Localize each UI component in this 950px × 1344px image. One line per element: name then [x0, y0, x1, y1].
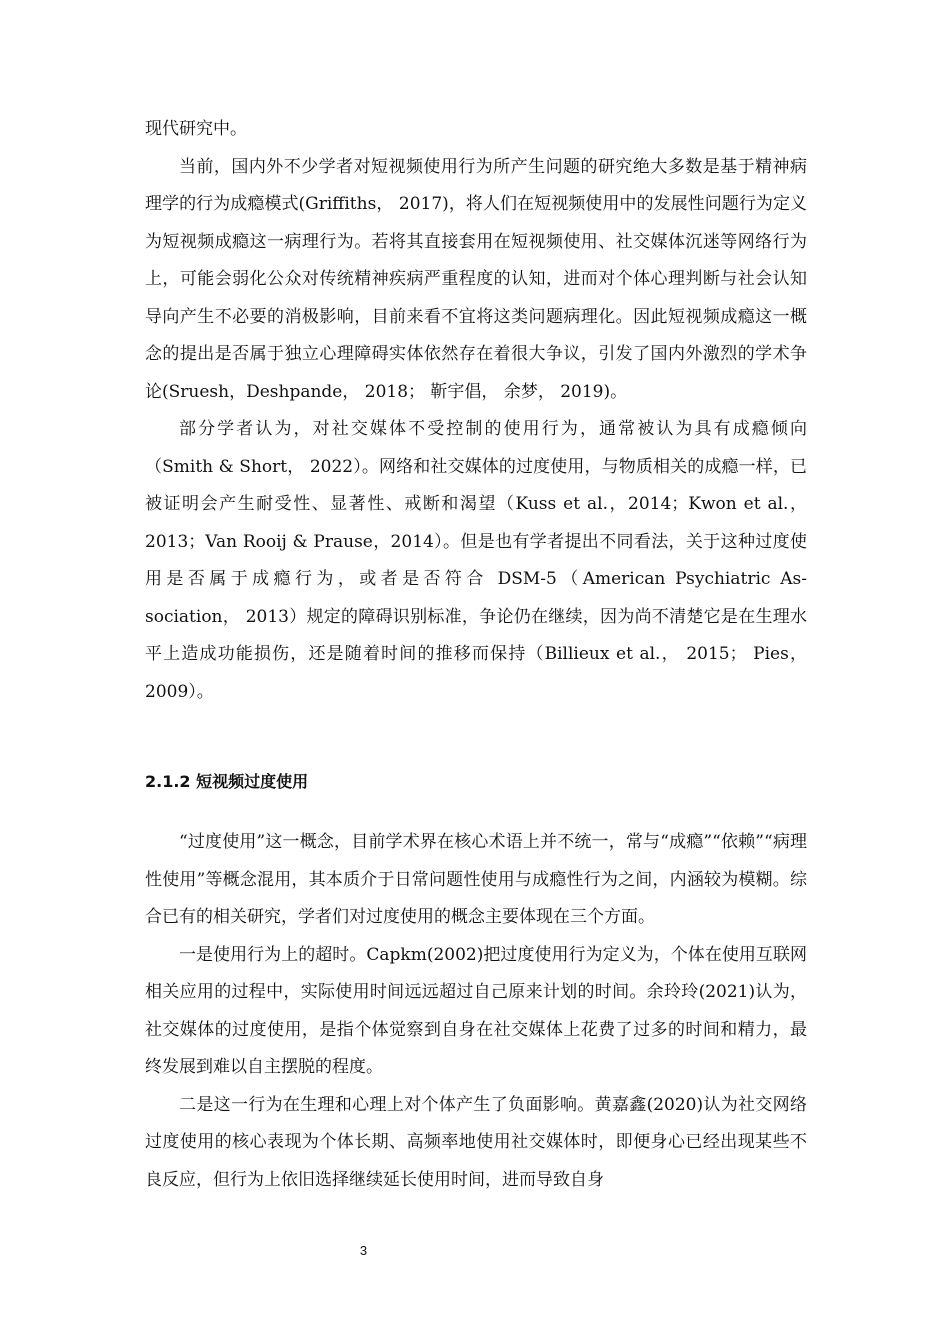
paragraph-overuse-time: 一是使用行为上的超时。Capkm(2002)把过度使用行为定义为，个体在使用互联网相关应用的过程中，实际使用时间远远超过自己原来计划的时间。余玲玲(2021)认为，社交媒体的过度使用，是指个体觉察到自身在社交媒体上花费了过多的时间和精力，最终发展到难以自主摆脱的程度。 [145, 944, 807, 1077]
body-text-upper [145, 111, 807, 711]
paragraph-negative-effects: 二是这一行为在生理和心理上对个体产生了负面影响。黄嘉鑫(2020)认为社交网络过度使用的核心表现为个体长期、高频率地使用社交媒体时，即便身心已经出现某些不良反应，但行为上依旧选择继续延长使用时间，进而导致自身 [145, 1094, 807, 1190]
section-heading: 2.1.2 短视频过度使用 [145, 772, 309, 791]
paragraph-scholar-views: 部分学者认为，对社交媒体不受控制的使用行为，通常被认为具有成瘾倾向（Smith & Short， 2022）。网络和社交媒体的过度使用，与物质相关的成瘾一样，已被证明会产生耐受性、显著性、戒断和渴望（Kuss et al.，2014；Kwon et al.，2013；Van Rooij & Prause，2014）。但是也有学者提出不同看法，关于这种过度使用是否属于成瘾行为，或者是否符合 DSM-5（American Psychiatric As-sociation， 2013）规定的障碍识别标准，争论仍在继续，因为尚不清楚它是在生理水平上造成功能损伤，还是随着时间的推移而保持（Billieux et al.， 2015； Pies， 2009）。 [145, 419, 807, 702]
body-text-lower [145, 824, 807, 1199]
page-number: 3 [359, 1243, 368, 1258]
paragraph-research-status: 当前，国内外不少学者对短视频使用行为所产生问题的研究绝大多数是基于精神病理学的行为成瘾模式(Griffiths， 2017)，将人们在短视频使用中的发展性问题行为定义为短视频成瘾这一病理行为。若将其直接套用在短视频使用、社交媒体沉迷等网络行为上，可能会弱化公众对传统精神疾病严重程度的认知，进而对个体心理判断与社会认知导向产生不必要的消极影响，目前来看不宜将这类问题病理化。因此短视频成瘾这一概念的提出是否属于独立心理障碍实体依然存在着很大争议，引发了国内外激烈的学术争论(Sruesh，Deshpande， 2018； 靳宇倡， 余梦， 2019)。 [145, 156, 807, 402]
paragraph-concept-definition: “过度使用”这一概念，目前学术界在核心术语上并不统一，常与“成瘾”“依赖”“病理性使用”等概念混用，其本质介于日常问题性使用与成瘾性行为之间，内涵较为模糊。综合已有的相关研究，学者们对过度使用的概念主要体现在三个方面。 [145, 832, 807, 927]
paragraph-continuation: 现代研究中。 [145, 119, 247, 139]
